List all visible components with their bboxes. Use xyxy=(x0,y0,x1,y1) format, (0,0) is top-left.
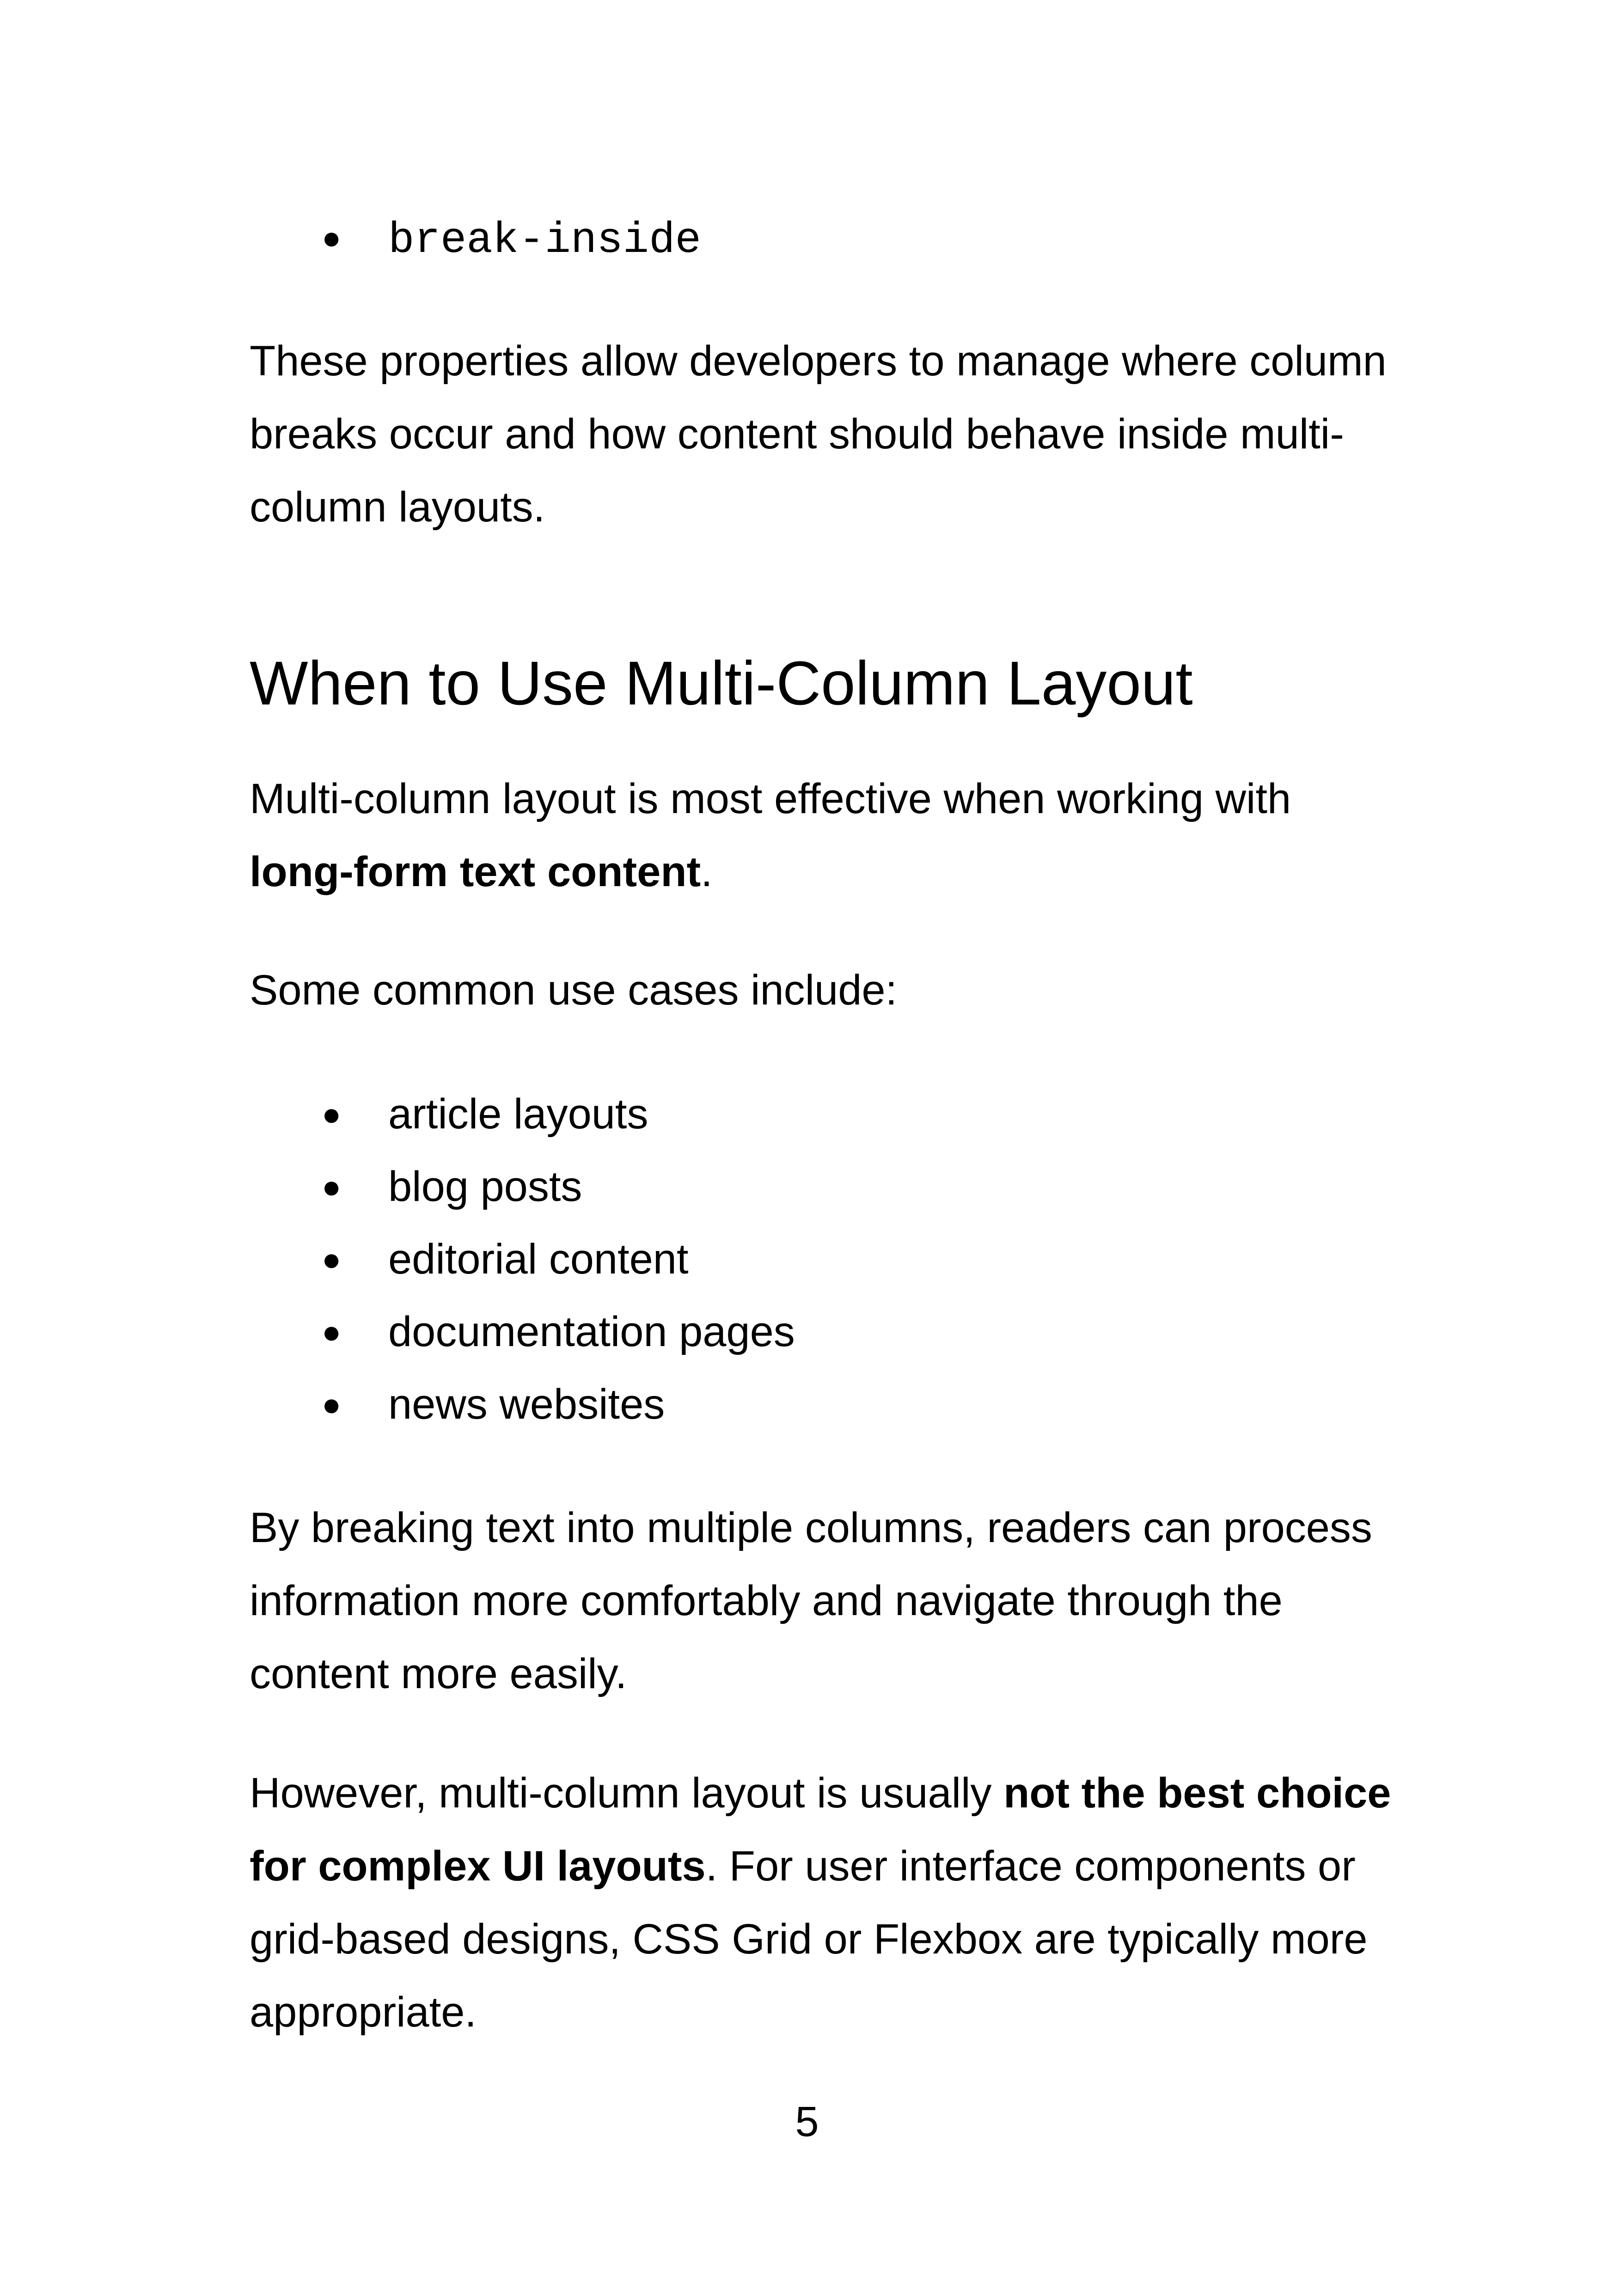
effective-text-bold: long-form text content xyxy=(250,848,701,895)
property-list xyxy=(250,202,701,274)
bullet-icon: ● xyxy=(322,1169,342,1205)
effective-text-start: Multi-column layout is most effective when working with xyxy=(250,775,1291,822)
bullet-icon: ● xyxy=(322,1314,342,1350)
however-text-bold: not the best choice for complex UI layouts xyxy=(250,1769,1391,1890)
list-item xyxy=(250,202,701,274)
page-number: 5 xyxy=(795,2098,819,2145)
list-item xyxy=(250,1151,795,1223)
list-item xyxy=(250,1296,795,1368)
use-case-label: news websites xyxy=(388,1381,665,1428)
bullet-icon: ● xyxy=(322,1096,342,1132)
list-item xyxy=(250,1223,795,1296)
section-heading: When to Use Multi-Column Layout xyxy=(250,649,1193,718)
bullet-icon: ● xyxy=(322,1241,342,1277)
however-text-end: . For user interface components or grid-based designs, CSS Grid or Flexbox are typically more appropriate. xyxy=(250,1843,1368,2036)
breaking-paragraph: By breaking text into multiple columns, readers can process information more comfortably and navigate through the content more easily. xyxy=(250,1504,1372,1697)
use-case-label: blog posts xyxy=(388,1163,582,1210)
however-paragraph xyxy=(250,1757,1396,2049)
property-name: break-inside xyxy=(388,216,701,265)
however-text-start: However, multi-column layout is usually xyxy=(250,1769,1004,1817)
effective-paragraph xyxy=(250,762,1396,908)
list-item xyxy=(250,1078,795,1151)
use-case-label: editorial content xyxy=(388,1236,689,1283)
list-item xyxy=(250,1368,795,1441)
bullet-icon: ● xyxy=(322,220,342,256)
bullet-icon: ● xyxy=(322,1386,342,1422)
use-cases-intro: Some common use cases include: xyxy=(250,967,898,1014)
use-case-list xyxy=(250,1078,795,1441)
use-case-label: article layouts xyxy=(388,1090,648,1138)
use-case-label: documentation pages xyxy=(388,1308,795,1355)
effective-text-end: . xyxy=(701,848,713,895)
intro-paragraph: These properties allow developers to manage where column breaks occur and how content should behave inside multi-column layouts. xyxy=(250,337,1387,531)
